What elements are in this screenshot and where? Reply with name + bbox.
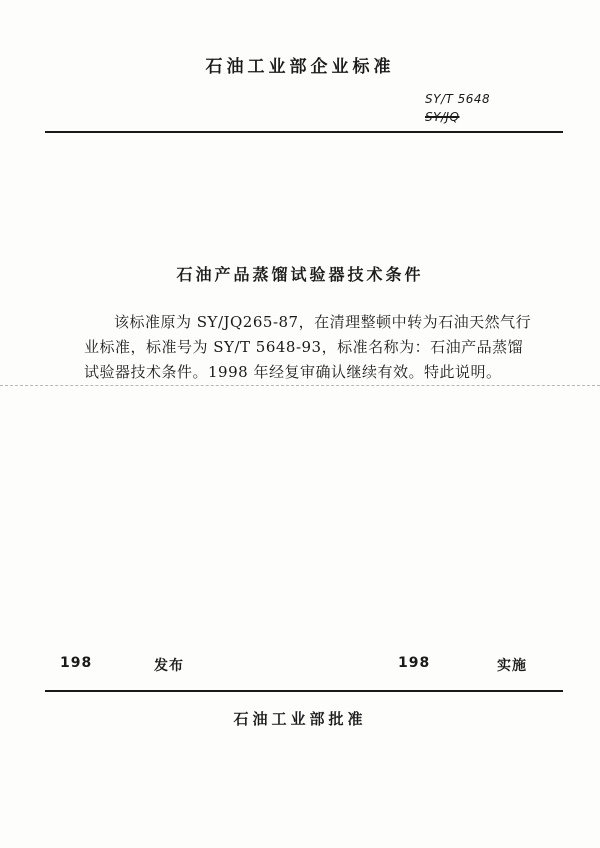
approval-authority: 石油工业部批准 — [233, 710, 367, 728]
scan-artifact-line — [0, 385, 600, 386]
issue-label: 发布 — [154, 658, 184, 674]
document-body — [84, 310, 554, 385]
issue-year: 198 — [60, 655, 93, 671]
implementation-label: 实施 — [497, 658, 527, 674]
standard-code: SY/T 5648 — [425, 92, 491, 106]
old-standard-code-struck: SY/JQ — [425, 110, 460, 124]
standard-category-title: 石油工业部企业标准 — [205, 57, 395, 77]
body-line: 业标准，标准号为 SY/T 5648-93，标准名称为：石油产品蒸馏 — [84, 338, 524, 356]
body-line: 该标准原为 SY/JQ265-87，在清理整顿中转为石油天然气行 — [114, 313, 532, 331]
top-rule — [45, 131, 563, 133]
body-line: 试验器技术条件。1998 年经复审确认继续有效。特此说明。 — [84, 363, 502, 381]
document-title: 石油产品蒸馏试验器技术条件 — [176, 265, 424, 284]
implementation-year: 198 — [398, 655, 431, 671]
bottom-rule — [45, 690, 563, 692]
